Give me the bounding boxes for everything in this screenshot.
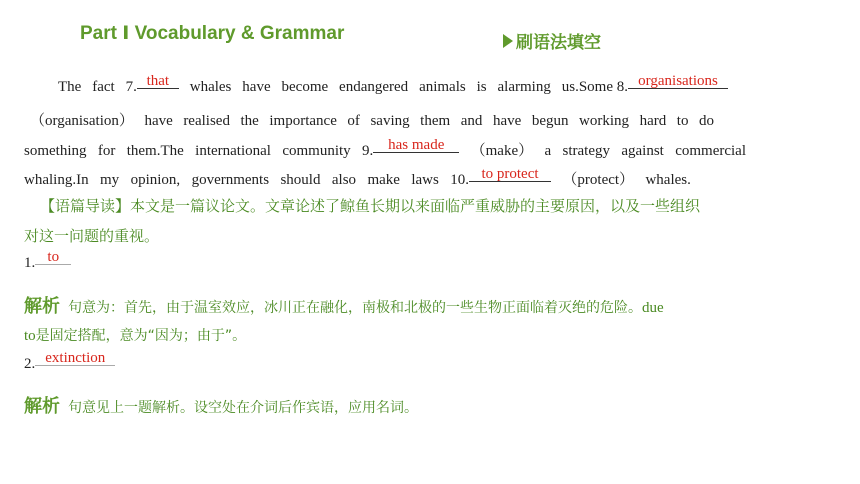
word: 10. to protect [450, 172, 551, 189]
word: （make） [470, 143, 534, 159]
word: endangered [339, 79, 409, 95]
section-label-text: 刷语法填空 [516, 33, 601, 53]
word: fact [92, 79, 115, 95]
page-title: Part Ⅰ Vocabulary & Grammar [80, 23, 345, 44]
word: and [460, 113, 483, 129]
explanation-text: 是固定搭配，意为“因为；由于”。 [35, 328, 247, 344]
word: whales. [645, 172, 691, 188]
word: laws [411, 172, 439, 188]
word: 9. has made [362, 143, 459, 160]
word: saving [370, 113, 410, 129]
explanation-text-en: to [24, 328, 36, 344]
reading-guide-line-2: 对这一问题的重视。 [24, 227, 160, 245]
explanation-keyword: 解析 [24, 296, 60, 317]
word: them.The [126, 143, 184, 159]
word: community [282, 143, 351, 159]
word: animals [419, 79, 466, 95]
answer-blank-8[interactable]: organisations [628, 74, 728, 89]
answer-blank-1[interactable]: to [35, 250, 71, 265]
word: is [476, 79, 487, 95]
word: of [347, 113, 360, 129]
explanation-text: 句意为：首先，由于温室效应，冰川正在融化，南极和北极的一些生物正面临着灭绝的危险。 [68, 300, 642, 316]
word: the [240, 113, 259, 129]
word: become [281, 79, 329, 95]
word: also [331, 172, 357, 188]
passage-line-3 [24, 139, 746, 160]
word: working [579, 113, 630, 129]
explanation-1-line-2 [24, 325, 246, 345]
explanation-text: 句意见上一题解析。设空处在介词后作宾语，应用名词。 [68, 400, 418, 416]
explanation-2 [24, 392, 418, 418]
word: whaling.In [24, 172, 89, 188]
answer-blank-2[interactable]: extinction [35, 351, 115, 366]
word: to [676, 113, 689, 129]
question-number: 1. [24, 255, 36, 271]
word: （protect） [562, 172, 635, 188]
word: The [58, 79, 82, 95]
word: opinion, [130, 172, 181, 188]
reading-guide-line-1: 【语篇导读】本文是一篇议论文。文章论述了鲸鱼长期以来面临严重威胁的主要原因，以及一些组织 [40, 197, 701, 215]
word: commercial [675, 143, 746, 159]
word: importance [269, 113, 337, 129]
word: have [492, 113, 522, 129]
word: international [195, 143, 271, 159]
word: something [24, 143, 87, 159]
word: begun [531, 113, 569, 129]
word: alarming [497, 79, 551, 95]
section-label [503, 28, 601, 53]
word: make [367, 172, 400, 188]
answer-blank-7[interactable]: that [137, 74, 179, 89]
word: realised [183, 113, 230, 129]
word: for [97, 143, 116, 159]
word: whales [189, 79, 232, 95]
explanation-text-en: due [642, 300, 664, 316]
explanation-keyword: 解析 [24, 396, 60, 417]
play-triangle-icon [503, 34, 513, 48]
word: a [544, 143, 552, 159]
word: （organisation） [30, 113, 134, 129]
answer-blank-9[interactable]: has made [373, 138, 459, 153]
word: should [280, 172, 321, 188]
word: have [242, 79, 271, 95]
passage-line-2 [30, 109, 714, 130]
passage-line-1 [58, 73, 728, 96]
question-2 [24, 350, 115, 373]
word: against [621, 143, 664, 159]
word: have [144, 113, 173, 129]
question-1 [24, 249, 71, 272]
word: 7. that [126, 79, 179, 96]
word: strategy [562, 143, 610, 159]
word: do [699, 113, 714, 129]
explanation-1-line-1 [24, 292, 664, 318]
question-number: 2. [24, 356, 36, 372]
word: them [420, 113, 451, 129]
passage-line-4 [24, 168, 691, 189]
word: us.Some 8. organisations [562, 79, 728, 96]
word: governments [191, 172, 270, 188]
word: my [99, 172, 120, 188]
answer-blank-10[interactable]: to protect [469, 167, 551, 182]
word: hard [639, 113, 667, 129]
